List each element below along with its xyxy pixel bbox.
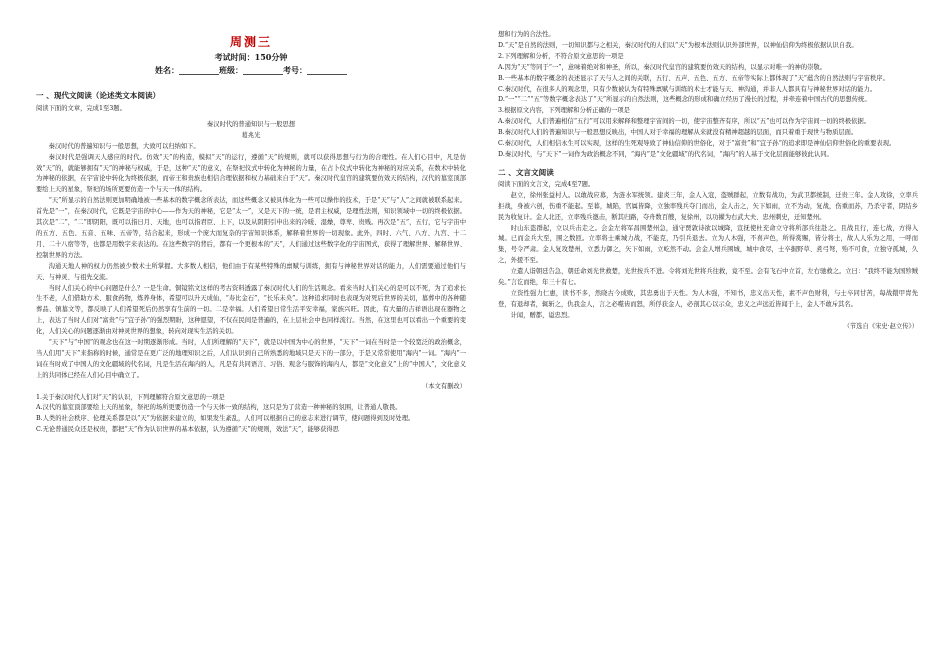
question-3-option: D.秦汉时代，与“天下”一词作为政治概念不同，“海内”是“文化疆域”的代名词，“海内”的人基于文化层面能够彼此认同。 [498, 150, 833, 158]
question-3-option: A.秦汉时代，人们普遍相信“五行”可以用来解释和整理宇宙间的一切，使宇宙整齐有序，所以“五”也可以作为宇宙间一切的终极依据。 [498, 118, 871, 126]
question-2-option: D.“一”“二”“五”等数字概念表达了“天”所显示的自然法则，这些概念的形成和确立经历了漫长的过程，并牵连着中国古代的思想传统。 [498, 96, 871, 104]
question-3-option: B.秦汉时代人们的普遍知识与一般思想反映出，中国人对于幸福的理解从来就没有精神超越的层面，而只着重于现世与物质层面。 [498, 129, 858, 137]
question-1-continued: 想和行为的合法性。 [498, 31, 555, 38]
article-source: （本文有删改） [421, 382, 466, 390]
question-1-option: C.无论普通民众还是权贵，都把“天”作为认识世界的基本依据，认为遵循“天”的规则，效法“天”，能够获得思 [36, 426, 339, 434]
classical-paragraph: 计闻，赠都，谥忠烈。 [510, 311, 574, 319]
article-title: 秦汉时代的普通知识与一般思想 [206, 120, 296, 128]
article-paragraph: 沟通天地人神的权力仍然被少数术士所掌握。大多数人相信，他们由于有某些特殊的禀赋与训练，拥有与神秘世界对话的能力，人们需要通过他们与天、与神灵、与祖先交流。 [36, 262, 466, 281]
classical-paragraph: 时山东盗群起，立以兵击走之。会金左将军昌围楚州急，通守贾敦诗欲以城降，宣抚使杜充命立守将所部兵往赴之。且战且行，连七战，方得入城。已而金兵大至，围之数匝。立率将士乘城力战，不能克，乃引兵退去。立为人木强，不喜声色，所得赏赐，皆分将士，故人人乐为之用，一呼而集，号令严肃。金人复攻楚州，立悉力御之，矢下如雨，立屹然不动。会金人增兵围城，城中食尽，士卒掘野草、煮弓弩，殆不可食，立独守孤城，久之，外援不至。 [498, 224, 918, 265]
question-2-option: A.因为“天”等同于“一”，意味着绝对和神圣，所以，秦汉时代皇宫的建筑要仿效天的结构，以显示对唯一的神的崇敬。 [498, 63, 826, 71]
page-title: 周测三 [229, 35, 272, 49]
article-paragraph: 当时人们关心的中心问题是什么？一是生命。铜镜铭文这样的考古资料透露了秦汉时代人们的生活观念。看来当时人们关心的是可以不死，为了追求长生不老，人们借助方术、服食药物，炼养身体，希望可以升天成仙，“寿比金石”，“长乐未央”。这种追求同时也表现为对死后世界的关切，墓葬中的各种随葬品、镇墓文等，都反映了人们希望死后仍然享有生前的一切。二是幸福。人们希望日常生活平安幸福，家族兴旺。因此，有大量的吉祥语出现在器物之上，表达了当时人们对“富贵”与“宜子孙”的强烈期盼，这种愿望，不仅在民间是普遍的，在上层社会中也同样流行。当然，在这里也可以看出一个重要的变化，人们关心的问题逐渐由对神灵世界的想象，转向对现实生活的关切。 [36, 284, 466, 336]
classical-paragraph: 立遣人诣朝廷告急，朝廷命刘光世救楚，光世按兵不进。令将刘光世将兵往救，竟不至。会有飞石中立首，左右驰救之。立曰：“我终不能为国殄贼矣。”言讫而绝，年三十有七。 [498, 268, 918, 287]
classical-paragraph: 赵立，徐州张益村人。以敢战应募，为涟水军统领。建炎三年，金人入寇，盗贼群起，立数有战功，为武卫都统制，迁贵三年。金人攻徐，立率兵拒战，身被六创，伤重不能起。至暮，城陷，官属皆降，立独率残兵夺门而出，金人击之，矢下如雨，立不为动，复战，伤重而苏，乃杀守者，阴结乡民为收复计。金人北还，立率残兵邀击，断其归路，夺舟数百艘，复徐州，以功擢为右武大夫、忠州刺史，迁知楚州。 [498, 191, 918, 221]
article-author: 葛兆光 [241, 131, 261, 139]
question-3-option: C.秦汉时代，人们相信永生可以实现，这样的生死观导致了神仙信仰的世俗化，对于“富贵”和“宜子孙”的追求即是神仙信仰世俗化的重要表现。 [498, 140, 896, 148]
right-column [498, 30, 918, 333]
question-2: 2.下列理解和分析，不符合原文意思的一项是 [498, 52, 624, 60]
question-2-option: B.一些基本的数字概念的表述显示了天与人之间的关联，五行、五声、五色、五方、五帝等实际上都体现了“天”蕴含的自然法则与宇宙秩序。 [498, 74, 889, 82]
section-heading-1: 一 、现代文阅读（论述类文本阅读） [36, 91, 161, 100]
question-1-option: D.“天”是自然的法则，一切知识都与之相关，秦汉时代的人们以“天”为根本法则认识外部世界，以神仙信仰为终极依据认识自我。 [498, 41, 858, 49]
section-heading-2: 二 、文言文阅读 [498, 167, 554, 177]
classical-intro: 阅读下面的文言文，完成4至7题。 [498, 180, 595, 188]
question-1: 1.关于秦汉时代人们对“天”的认识，下列理解符合原文意思的一项是 [36, 393, 225, 401]
classical-paragraph: 立资性强力仁惠，读书不多，然晓古今成败，其忠勇出于天性。为人木强，不知书，忠义出天性，素不声色财利，与士卒同甘苦，每战擐甲胄先登，有退却者，辄斩之，仇我金人，言之必噬齿而怒，所俘获金人，必剖其心以示众，忠义之声远近皆闻于上，金人不敢斥其名。 [498, 289, 918, 308]
question-3: 3.根据原文内容，下列理解和分析正确的一项是 [498, 107, 630, 115]
article-paragraph: 秦汉时代的普遍知识与一般思想，大致可以归纳如下。 [48, 142, 200, 150]
article-paragraph: “天”所显示的自然法则更加明确地被一些基本的数字概念所表达，而这些概念又被具体化为一些可以操作的技术，于是“天”与“人”之间就被联系起来。首先是“一”，在秦汉时代，它既是宇宙的中心——作为天的神秘，它是“太一”，又是天下的一统，是君主权威，是理性法则，知识领域中一切的终极依据。其次是“二”，“二”即阴阳，既可以指日月、天地，也可以指君臣、上下，以及从阴阳引申出来的冷暖、湿燥，尊卑、贵贱。再次是“五”，五行，它与宇宙中的五方、五色、五音、五味、五帝等，结合起来，形成一个庞大而复杂的宇宙知识体系，解释着世界的一切现象。此外，四时、六气、八方、九宫、十二月、二十八宿等等，也都是用数字来表达的。在这些数字的背后，都有一个更根本的“天”，人们通过这些数字化的宇宙图式，获得了理解世界、解释世界、控制世界的方法。 [36, 197, 466, 259]
exam-time: 考试时间：150分钟 [214, 52, 288, 62]
left-column [36, 0, 466, 436]
article-paragraph: “天下”与“中国”的观念也在这一时期逐渐形成。当时，人们所理解的“天下”，就是以中国为中心的世界，“天下”一词在当时是一个较宽泛的政治概念，当人们用“天下”来指称的时候，通常是在更广泛的地理知识之后，人们认识到自己所熟悉的地域只是天下的一部分，于是又常常使用“海内”一词。“海内”一词在当时成了中国人的文化疆域的代名词，凡是生活在海内的人，凡是有共同语言、习俗、观念与服饰的海内人，都是“文化意义”上的“中国人”，文化意义上的共同体已经在人们心目中确立了。 [36, 339, 466, 379]
student-info-line: 姓名：__________班级：__________考号：__________ [155, 65, 347, 75]
reading-intro: 阅读下面的文章，完成1至3题。 [36, 105, 126, 112]
question-1-option: B.人类的社会秩序、伦理关系都是以“天”为依据来建立的，如果发生紊乱，人们可以根据自己的意志来进行调节，使问题得到及时处理。 [36, 415, 415, 423]
classical-source: （节选自《宋史·赵立传》） [843, 322, 918, 330]
question-1-option: A.汉代的墓室顶部要绘上天的星象，祭祀的场所更要仿造一个与天体一致的结构，这只是为了营造一种神秘的氛围，让普通人敬畏。 [36, 404, 402, 412]
question-2-option: C.秦汉时代，在很多人的观念里，只有少数被认为有特殊禀赋与训练的术士才能与天、神沟通，并非人人都具有与神秘世界对话的能力。 [498, 85, 877, 93]
article-paragraph: 秦汉时代是强调天人感应的时代。仿效“天”的构造，模拟“天”的运行，遵循“天”的规则，就可以获得思想与行为的合理性。在人们心目中，凡是仿效“天”的，就能够拥有“天”的神秘与权威，于是，这种“天”的意义，在祭祀仪式中转化为神秘的力量，在占卜仪式中转化为神秘的对应关系，在数术中转化为神秘的依据，在宇宙论中转化为终极依据，而帝王和贵族也相信合理依据和权力基础来自于“天”。秦汉时代皇宫的建筑要仿效天的结构，汉代的墓室顶部要绘上天的星象，祭祀的场所更要仿造一个与天一体的结构。 [36, 153, 466, 194]
